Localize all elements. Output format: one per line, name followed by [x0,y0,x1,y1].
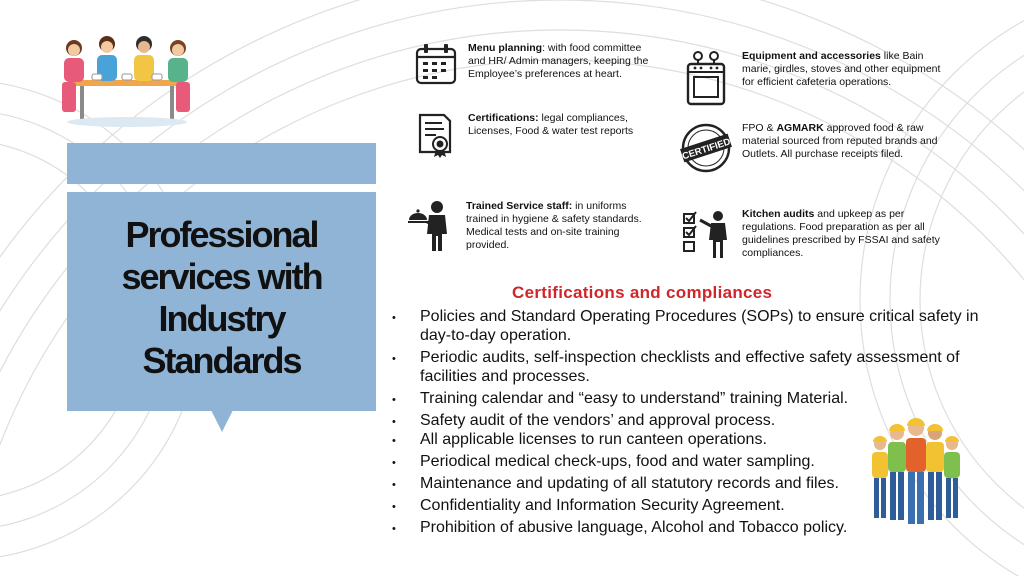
certificate-icon [414,112,460,158]
trained-staff-text [466,200,656,252]
section-heading: Certifications and compliances [512,283,773,302]
certified-stamp-icon [680,122,732,174]
trained-staff-desc: in uniforms trained in hygiene & safety standards. Medical tests and on-site training provided. [466,200,642,251]
trained-staff-label: Trained Service staff: [466,200,573,212]
list-item: • Periodic audits, self-inspection checklists and effective safety assessment of facilities and processes. [392,348,982,386]
construction-workers-illustration [866,412,966,530]
menu-planning-label: Menu planning [468,42,543,54]
list-item: • Policies and Standard Operating Procedures (SOPs) to ensure critical safety in day-to-day operation. [392,307,982,345]
kitchen-audits-text [742,208,942,260]
certifications-text [468,112,658,138]
people-dining-illustration [52,30,202,128]
checklist-icon [680,208,734,260]
list-item: • Periodical medical check-ups, food and water sampling. [392,452,982,471]
stamp-label: CERTIFIED [680,136,732,163]
list-item: • All applicable licenses to run canteen operations. [392,430,982,449]
fpo-desc-2: Outlets. All purchase receipts filed. [742,148,904,160]
menu-planning-desc: : with food committee and HR/ Admin managers, keeping the Employee’s preferences at heart. [468,42,649,80]
fpo-text [742,122,952,161]
stove-icon [684,50,730,106]
fpo-desc: approved food & raw material sourced from reputed brands and [742,122,938,147]
title-panel-pointer [211,410,233,432]
fpo-label: AGMARK [776,122,824,134]
title-line-1: Professional [125,214,318,255]
title-top-bar [67,143,376,184]
list-item: • Prohibition of abusive language, Alcohol and Tobacco policy. [392,518,982,537]
title-panel [67,192,376,411]
certifications-desc: legal compliances, Licenses, Food & water test reports [468,112,634,137]
fpo-prefix: FPO & [742,122,777,134]
menu-planning-text [468,42,658,81]
list-item: • Confidentiality and Information Security Agreement. [392,496,982,515]
list-item: • Training calendar and “easy to understand” training Material. [392,389,982,408]
waiter-icon [406,200,458,252]
calendar-icon [414,42,460,88]
kitchen-audits-desc: and upkeep as per regulations. Food preparation as per all guidelines prescribed by FSSAI and safety compliances. [742,208,940,259]
equipment-label: Equipment and accessories [742,50,881,62]
list-item: • Safety audit of the vendors’ and approval process. [392,411,982,430]
list-item: • Maintenance and updating of all statutory records and files. [392,474,982,493]
equipment-desc: like Bain marie, girdles, stoves and other equipment for efficient cafeteria operations. [742,50,941,88]
title-line-3: Industry [158,298,285,339]
page-title [67,214,376,382]
certifications-label: Certifications: [468,112,539,124]
title-line-2: services with [121,256,322,297]
title-line-4: Standards [142,340,301,381]
kitchen-audits-label: Kitchen audits [742,208,815,220]
equipment-text [742,50,952,89]
